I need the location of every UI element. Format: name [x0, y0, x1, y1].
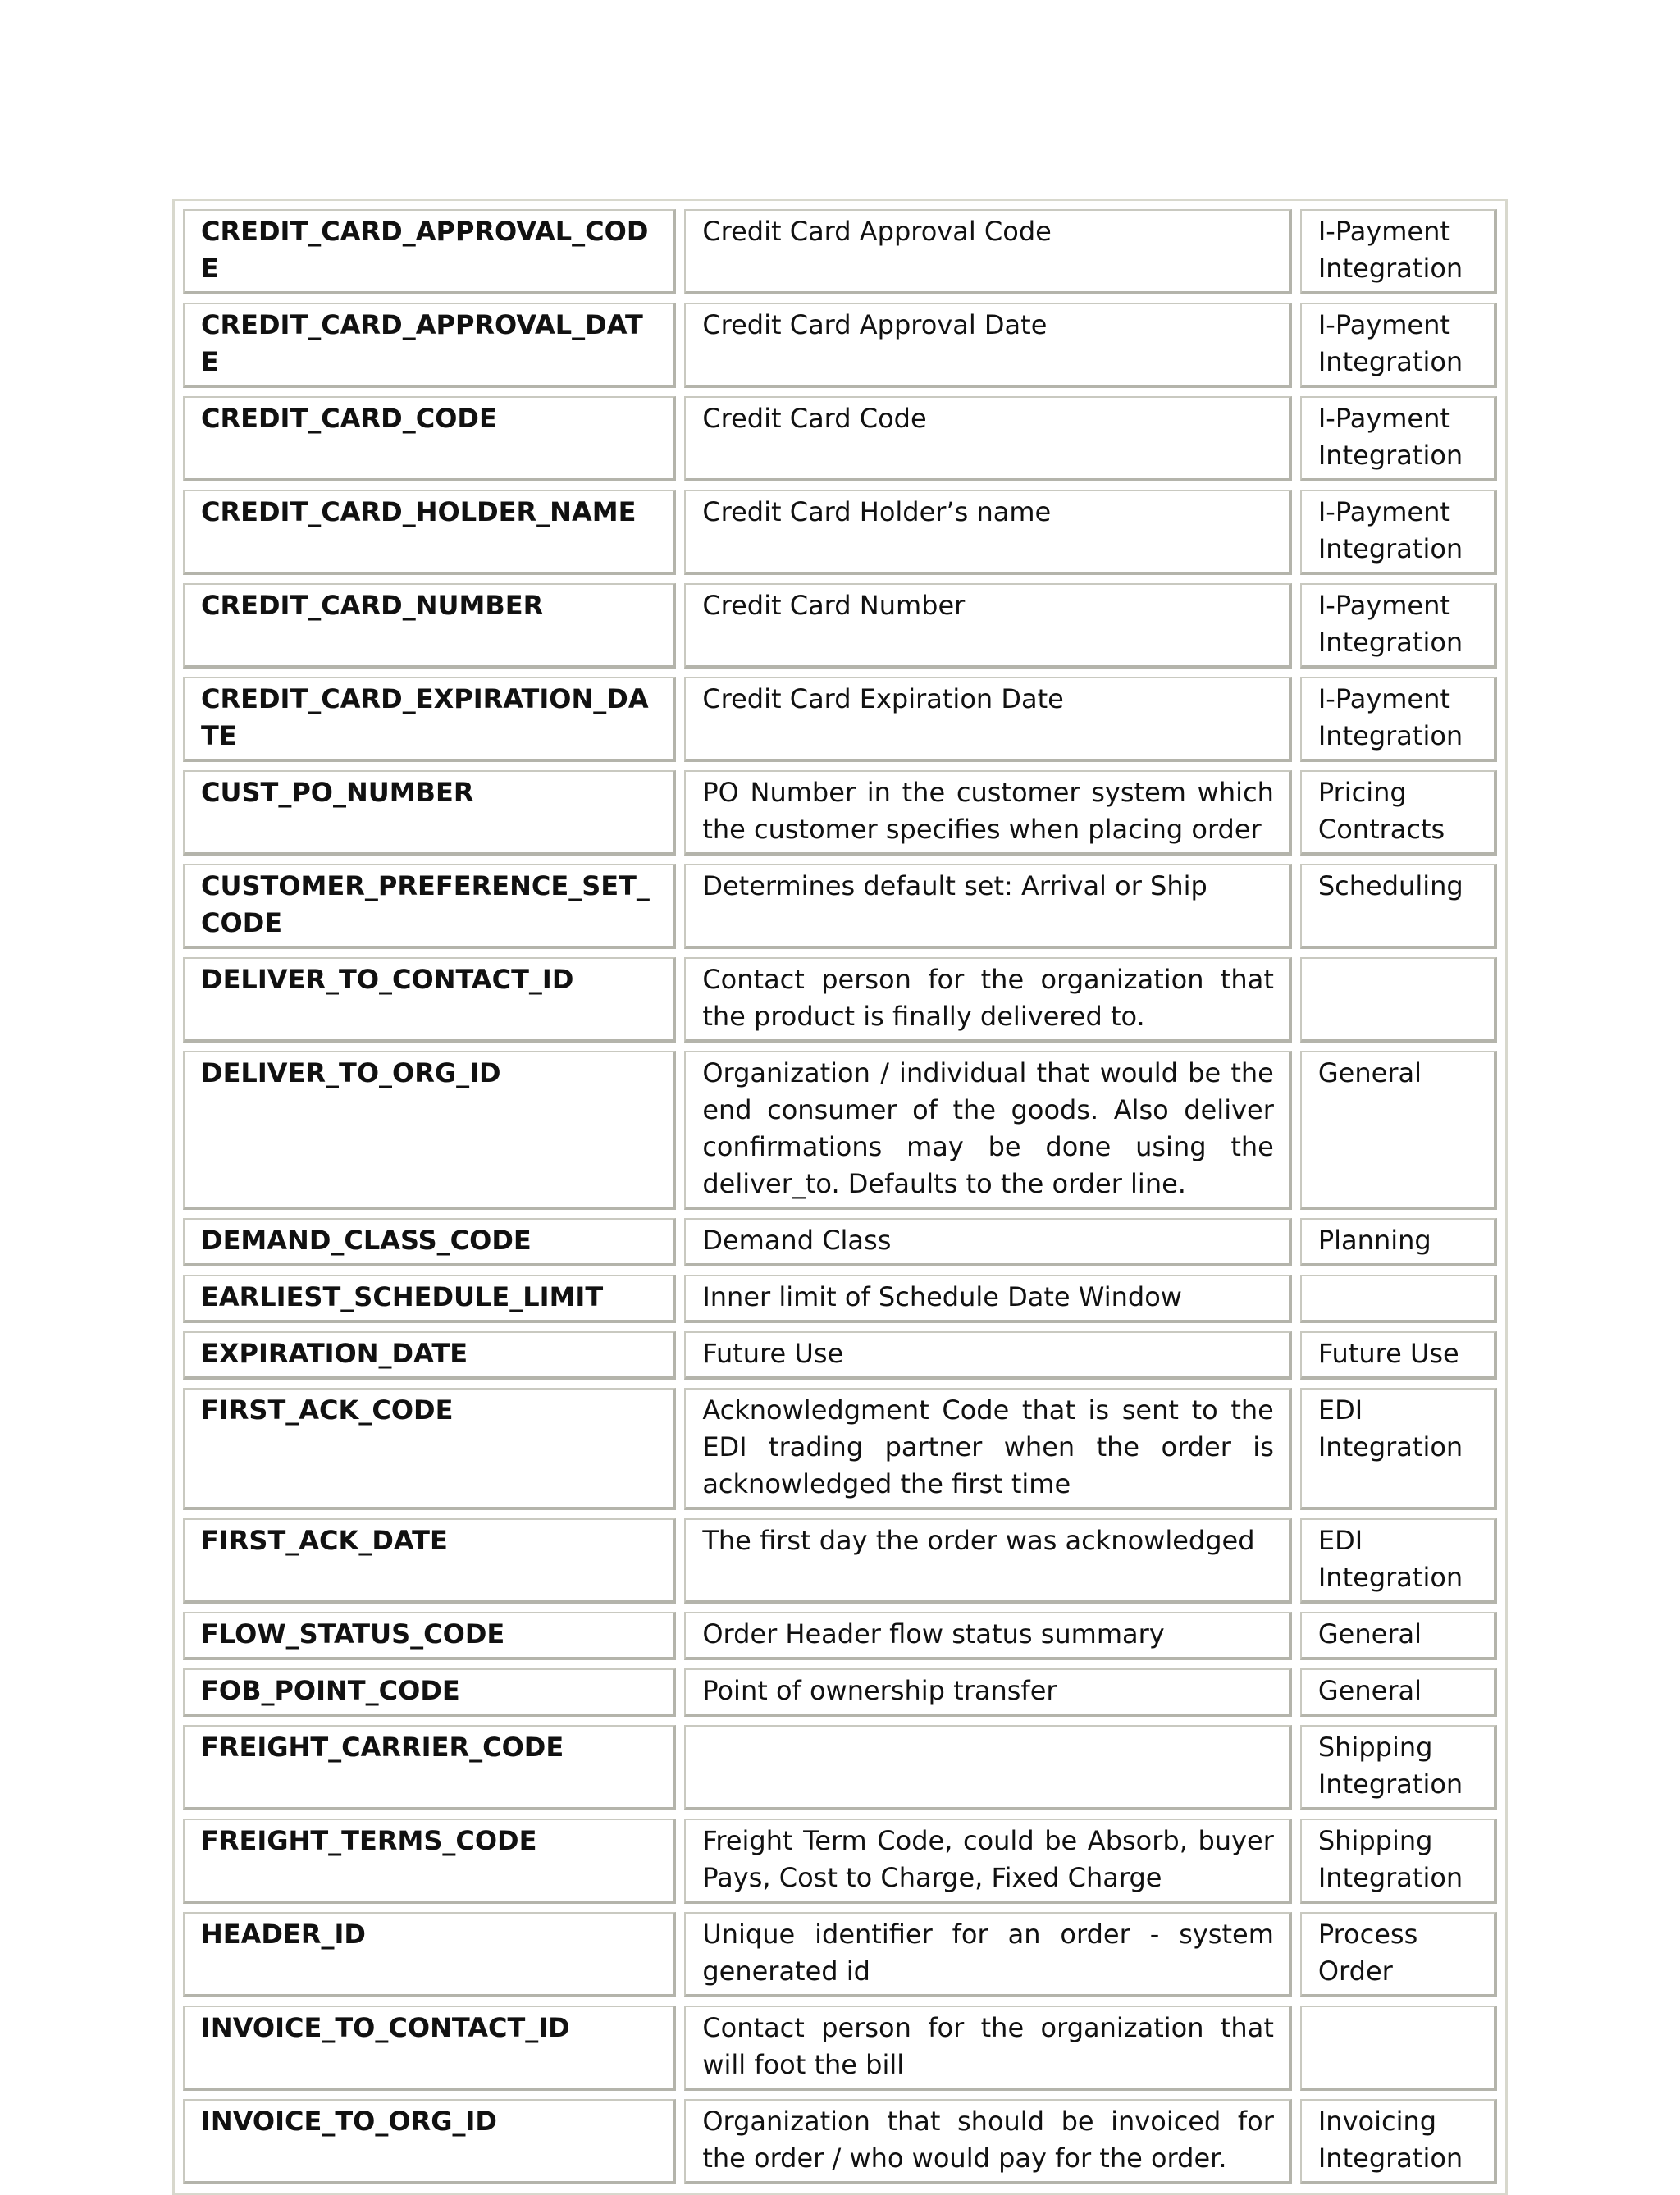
column-name-cell: CREDIT_CARD_CODE	[183, 396, 676, 481]
table-row	[183, 1275, 1497, 1323]
description-cell: Demand Class	[684, 1218, 1292, 1266]
description-cell: Unique identifier for an order - system generated id	[684, 1912, 1292, 1997]
category-cell: Planning	[1300, 1218, 1497, 1266]
table-row	[183, 864, 1497, 949]
table-row	[183, 490, 1497, 575]
description-cell: PO Number in the customer system which the customer specifies when placing order	[684, 770, 1292, 856]
description-cell: Freight Term Code, could be Absorb, buyer Pays, Cost to Charge, Fixed Charge	[684, 1819, 1292, 1904]
table-row	[183, 2099, 1497, 2184]
table-row	[183, 396, 1497, 481]
category-cell: Pricing Contracts	[1300, 770, 1497, 856]
table-row	[183, 1912, 1497, 1997]
column-name-cell: FREIGHT_TERMS_CODE	[183, 1819, 676, 1904]
column-name-cell: CREDIT_CARD_NUMBER	[183, 583, 676, 669]
category-cell	[1300, 1275, 1497, 1323]
category-cell: EDI Integration	[1300, 1388, 1497, 1510]
column-name-cell: FIRST_ACK_DATE	[183, 1518, 676, 1604]
table-row	[183, 1218, 1497, 1266]
description-cell: Future Use	[684, 1331, 1292, 1380]
table-row	[183, 303, 1497, 388]
description-cell: Credit Card Number	[684, 583, 1292, 669]
category-cell: General	[1300, 1051, 1497, 1210]
description-cell: The first day the order was acknowledged	[684, 1518, 1292, 1604]
category-cell: Process Order	[1300, 1912, 1497, 1997]
column-name-cell: CUSTOMER_PREFERENCE_SET_CODE	[183, 864, 676, 949]
column-name-cell: FIRST_ACK_CODE	[183, 1388, 676, 1510]
description-cell: Organization / individual that would be the end consumer of the goods. Also deliver confirmations may be done using the deliver_to. Defaults to the order line.	[684, 1051, 1292, 1210]
table-row	[183, 1518, 1497, 1604]
column-name-cell: CREDIT_CARD_EXPIRATION_DATE	[183, 677, 676, 762]
table-row	[183, 957, 1497, 1043]
table-row	[183, 1668, 1497, 1717]
table-row	[183, 770, 1497, 856]
category-cell: I-Payment Integration	[1300, 490, 1497, 575]
table-row	[183, 1725, 1497, 1810]
column-name-cell: FREIGHT_CARRIER_CODE	[183, 1725, 676, 1810]
table-row	[183, 209, 1497, 294]
category-cell	[1300, 957, 1497, 1043]
category-cell: Invoicing Integration	[1300, 2099, 1497, 2184]
table-row	[183, 1331, 1497, 1380]
category-cell: I-Payment Integration	[1300, 583, 1497, 669]
table-row	[183, 2006, 1497, 2091]
category-cell: Shipping Integration	[1300, 1725, 1497, 1810]
description-cell: Determines default set: Arrival or Ship	[684, 864, 1292, 949]
description-cell: Credit Card Expiration Date	[684, 677, 1292, 762]
description-cell	[684, 1725, 1292, 1810]
description-cell: Acknowledgment Code that is sent to the EDI trading partner when the order is acknowledged the first time	[684, 1388, 1292, 1510]
column-name-cell: EARLIEST_SCHEDULE_LIMIT	[183, 1275, 676, 1323]
description-cell: Credit Card Approval Date	[684, 303, 1292, 388]
table-row	[183, 583, 1497, 669]
description-cell: Credit Card Code	[684, 396, 1292, 481]
category-cell: General	[1300, 1668, 1497, 1717]
column-name-cell: HEADER_ID	[183, 1912, 676, 1997]
column-name-cell: DELIVER_TO_CONTACT_ID	[183, 957, 676, 1043]
table-row	[183, 1819, 1497, 1904]
column-name-cell: CREDIT_CARD_APPROVAL_CODE	[183, 209, 676, 294]
description-cell: Credit Card Approval Code	[684, 209, 1292, 294]
description-cell: Inner limit of Schedule Date Window	[684, 1275, 1292, 1323]
category-cell: EDI Integration	[1300, 1518, 1497, 1604]
column-name-cell: FOB_POINT_CODE	[183, 1668, 676, 1717]
table-row	[183, 1051, 1497, 1210]
description-cell: Contact person for the organization that the product is finally delivered to.	[684, 957, 1292, 1043]
description-cell: Credit Card Holder’s name	[684, 490, 1292, 575]
attribute-table	[172, 199, 1508, 2195]
category-cell: I-Payment Integration	[1300, 396, 1497, 481]
category-cell: I-Payment Integration	[1300, 303, 1497, 388]
column-name-cell: DEMAND_CLASS_CODE	[183, 1218, 676, 1266]
category-cell: Future Use	[1300, 1331, 1497, 1380]
column-name-cell: CREDIT_CARD_HOLDER_NAME	[183, 490, 676, 575]
category-cell: General	[1300, 1612, 1497, 1660]
table-row	[183, 1388, 1497, 1510]
column-name-cell: DELIVER_TO_ORG_ID	[183, 1051, 676, 1210]
category-cell: I-Payment Integration	[1300, 677, 1497, 762]
category-cell: Shipping Integration	[1300, 1819, 1497, 1904]
description-cell: Organization that should be invoiced for the order / who would pay for the order.	[684, 2099, 1292, 2184]
column-name-cell: INVOICE_TO_CONTACT_ID	[183, 2006, 676, 2091]
category-cell	[1300, 2006, 1497, 2091]
category-cell: Scheduling	[1300, 864, 1497, 949]
column-name-cell: EXPIRATION_DATE	[183, 1331, 676, 1380]
table-row	[183, 677, 1497, 762]
description-cell: Contact person for the organization that will foot the bill	[684, 2006, 1292, 2091]
category-cell: I-Payment Integration	[1300, 209, 1497, 294]
column-name-cell: CREDIT_CARD_APPROVAL_DATE	[183, 303, 676, 388]
table-row	[183, 1612, 1497, 1660]
description-cell: Order Header flow status summary	[684, 1612, 1292, 1660]
column-name-cell: FLOW_STATUS_CODE	[183, 1612, 676, 1660]
column-name-cell: INVOICE_TO_ORG_ID	[183, 2099, 676, 2184]
description-cell: Point of ownership transfer	[684, 1668, 1292, 1717]
column-name-cell: CUST_PO_NUMBER	[183, 770, 676, 856]
attribute-table-body	[183, 209, 1497, 2184]
